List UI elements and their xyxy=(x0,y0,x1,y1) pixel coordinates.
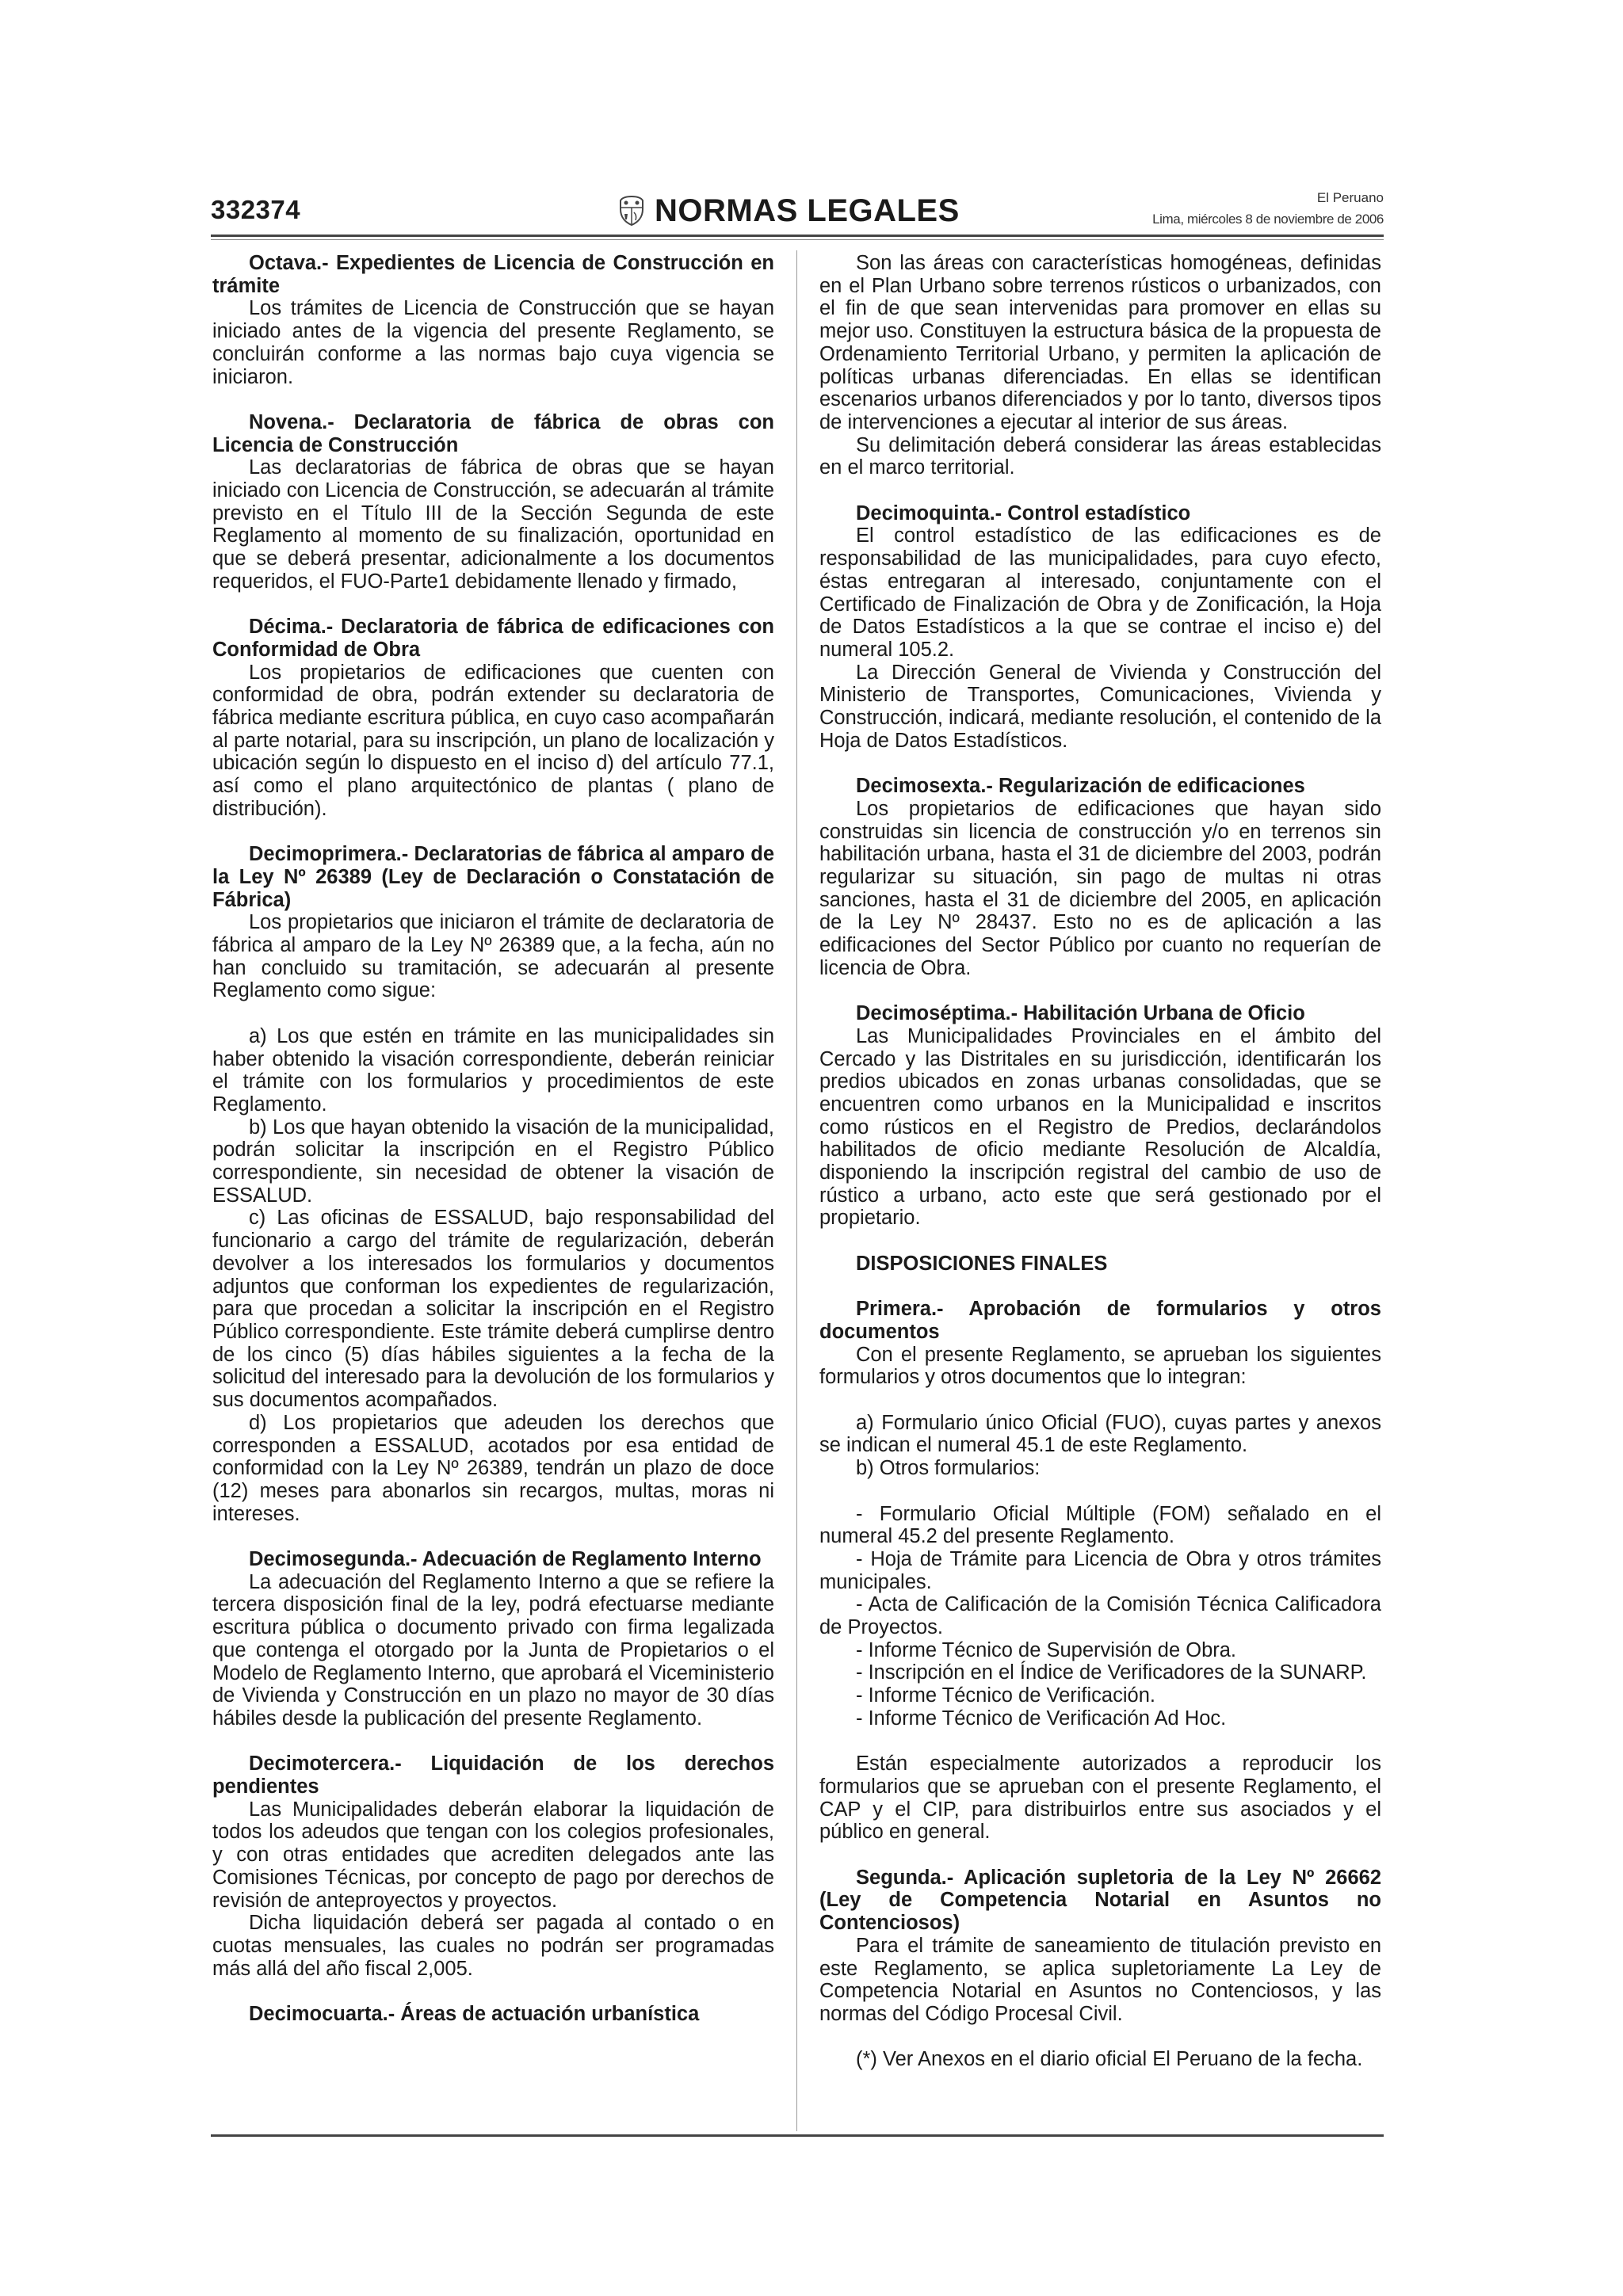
list-item: - Informe Técnico de Verificación. xyxy=(856,1684,1155,1707)
publication-date: Lima, miércoles 8 de noviembre de 2006 xyxy=(1152,212,1384,227)
column-divider xyxy=(796,250,797,2131)
paragraph: Con el presente Reglamento, se aprueban los siguientes formularios y otros documentos que lo integran: xyxy=(819,1343,1381,1389)
list-item: - Inscripción en el Índice de Verificadores de la SUNARP. xyxy=(856,1661,1367,1684)
list-item: - Hoja de Trámite para Licencia de Obra y otros trámites municipales. xyxy=(819,1547,1381,1593)
paragraph: Las Municipalidades deberán elaborar la liquidación de todos los adeudos que tengan con los colegios profesionales, y con otras entidades que acrediten delegados ante las Comisiones Técnicas, por concepto de pago por derechos de revisión de anteproyectos y proyectos. xyxy=(212,1798,774,1912)
header-rule-thin xyxy=(211,239,1384,240)
paragraph: Las declaratorias de fábrica de obras que se hayan iniciado con Licencia de Construcción, se adecuarán al trámite previsto en el Título III de la Sección Segunda de este Reglamento al momento de su finalización, oportunidad en que se deberá presentar, adicionalmente a los documentos requeridos, el FUO-Parte1 debidamente llenado y firmado, xyxy=(212,456,774,593)
section-heading: Decimoséptima.- Habilitación Urbana de Oficio xyxy=(856,1002,1305,1025)
page-number: 332374 xyxy=(211,195,301,224)
publication-name: El Peruano xyxy=(1316,190,1384,205)
right-column xyxy=(819,252,1381,2071)
list-item: - Formulario Oficial Múltiple (FOM) señalado en el numeral 45.2 del presente Reglamento. xyxy=(819,1502,1381,1548)
list-item: c) Las oficinas de ESSALUD, bajo responsabilidad del funcionario a cargo del trámite de regularización, deberán devolver a los interesados los formularios y documentos adjuntos que conforman los expedientes de regularización, para que procedan a solicitar la inscripción en el Registro Público correspondiente. Este trámite deberá cumplirse dentro de los cinco (5) días hábiles siguientes a la fecha de la solicitud del interesado para la devolución de los formularios y sus documentos acompañados. xyxy=(212,1207,774,1412)
list-item: a) Los que estén en trámite en las municipalidades sin haber obtenido la visación correspondiente, deberán reiniciar el trámite con los formularios y procedimientos de este Reglamento. xyxy=(212,1024,774,1116)
footnote: (*) Ver Anexos en el diario oficial El Peruano de la fecha. xyxy=(856,2048,1363,2071)
paragraph: Los trámites de Licencia de Construcción que se hayan iniciado antes de la vigencia del presente Reglamento, se concluirán conforme a las normas bajo cuya vigencia se iniciaron. xyxy=(212,297,774,388)
paragraph: Las Municipalidades Provinciales en el ámbito del Cercado y las Distritales en su jurisdicción, identificarán los predios ubicados en zonas urbanas consolidadas, que se encuentren como urbanos en la Municipalidad e inscritos como rústicos en el Registro de Predios, declarándolos habilitados de oficio mediante Resolución de Alcaldía, disponiendo la inscripción registral del cambio de uso de rústico a urbano, acto este que será gestionado por el propietario. xyxy=(819,1024,1381,1230)
masthead-title: NORMAS LEGALES xyxy=(655,193,960,228)
section-heading: Decimosegunda.- Adecuación de Reglamento Interno xyxy=(249,1548,762,1570)
publication-info xyxy=(1152,187,1384,230)
paragraph: Están especialmente autorizados a reproducir los formularios que se aprueban con el presente Reglamento, el CAP y el CIP, para distribuirlos entre sus asociados y el público en general. xyxy=(819,1753,1381,1844)
section-heading: Decimocuarta.- Áreas de actuación urbanística xyxy=(249,2003,700,2026)
section-heading: Decimotercera.- Liquidación de los derechos pendientes xyxy=(212,1753,774,1798)
paragraph: Son las áreas con características homogéneas, definidas en el Plan Urbano sobre terrenos rústicos o urbanizados, con el fin de que sean intervenidas para promover en ellas su mejor uso. Constituyen la estructura básica de la propuesta de Ordenamiento Territorial Urbano, y permiten la aplicación de políticas urbanas diferenciadas. En ellas se identifican escenarios urbanos diferenciados y por lo tanto, diversos tipos de intervenciones a ejecutar al interior de sus áreas. xyxy=(819,252,1381,433)
list-item: b) Los que hayan obtenido la visación de la municipalidad, podrán solicitar la inscripción en el Registro Público correspondiente, sin necesidad de obtener la visación de ESSALUD. xyxy=(212,1116,774,1207)
page-header xyxy=(211,187,1384,233)
paragraph: Para el trámite de saneamiento de titulación previsto en este Reglamento, se aplica supletoriamente La Ley de Competencia Notarial en Asuntos no Contenciosos, y las normas del Código Procesal Civil. xyxy=(819,1934,1381,2025)
section-heading: Décima.- Declaratoria de fábrica de edificaciones con Conformidad de Obra xyxy=(212,616,774,661)
list-item: - Informe Técnico de Verificación Ad Hoc. xyxy=(856,1707,1227,1730)
left-column xyxy=(212,252,774,2026)
footer-rule xyxy=(211,2134,1384,2137)
paragraph: Su delimitación deberá considerar las áreas establecidas en el marco territorial. xyxy=(819,433,1381,479)
paragraph: Los propietarios de edificaciones que hayan sido construidas sin licencia de construcción y/o en terrenos sin habilitación urbana, hasta el 31 de diciembre del 2003, podrán regularizar su situación, sin pago de multas ni otras sanciones, hasta el 31 de diciembre del 2005, en aplicación de la Ley Nº 28437. Esto no es de aplicación a las edificaciones del Sector Público por cuanto no requerían de licencia de Obra. xyxy=(819,797,1381,979)
list-item: d) Los propietarios que adeuden los derechos que corresponden a ESSALUD, acotados por esa entidad de conformidad con la Ley Nº 26389, tendrán un plazo de doce (12) meses para abonarlos sin recargos, multas, moras ni intereses. xyxy=(212,1411,774,1525)
section-heading: Primera.- Aprobación de formularios y otros documentos xyxy=(819,1298,1381,1343)
paragraph: La adecuación del Reglamento Interno a que se refiere la tercera disposición final de la ley, podrá efectuarse mediante escritura pública o documento privado con firma legalizada que contenga el otorgado por la Junta de Propietarios o el Modelo de Reglamento Interno, que aprobará el Viceministerio de Vivienda y Construcción en un plazo no mayor de 30 días hábiles desde la publicación del presente Reglamento. xyxy=(212,1570,774,1730)
list-item: a) Formulario único Oficial (FUO), cuyas partes y anexos se indican el numeral 45.1 de este Reglamento. xyxy=(819,1411,1381,1457)
list-item: b) Otros formularios: xyxy=(856,1457,1041,1480)
section-heading: Decimoquinta.- Control estadístico xyxy=(856,502,1191,524)
paragraph: Los propietarios que iniciaron el trámite de declaratoria de fábrica al amparo de la Ley Nº 26389 que, a la fecha, aún no han concluido su tramitación, se adecuarán al presente Reglamento como sigue: xyxy=(212,911,774,1002)
list-item: - Acta de Calificación de la Comisión Técnica Calificadora de Proyectos. xyxy=(819,1593,1381,1639)
section-heading: Novena.- Declaratoria de fábrica de obras con Licencia de Construcción xyxy=(212,410,774,456)
masthead xyxy=(617,192,1029,231)
section-heading: Decimosexta.- Regularización de edificaciones xyxy=(856,775,1305,798)
header-rule xyxy=(211,235,1384,237)
chapter-heading: DISPOSICIONES FINALES xyxy=(856,1252,1108,1275)
list-item: - Informe Técnico de Supervisión de Obra. xyxy=(856,1638,1237,1661)
coat-of-arms-icon xyxy=(617,195,647,227)
paragraph: El control estadístico de las edificaciones es de responsabilidad de las municipalidades, para cuyo efecto, éstas entregaran al interesado, conjuntamente con el Certificado de Finalización de Obra y de Zonificación, la Hoja de Datos Estadísticos a la que se contrae el inciso e) del numeral 105.2. xyxy=(819,524,1381,661)
section-heading: Octava.- Expedientes de Licencia de Construcción en trámite xyxy=(212,252,774,297)
section-heading: Decimoprimera.- Declaratorias de fábrica al amparo de la Ley Nº 26389 (Ley de Declaración o Constatación de Fábrica) xyxy=(212,843,774,911)
section-heading: Segunda.- Aplicación supletoria de la Ley Nº 26662 (Ley de Competencia Notarial en Asuntos no Contenciosos) xyxy=(819,1866,1381,1935)
paragraph: Dicha liquidación deberá ser pagada al contado o en cuotas mensuales, las cuales no podrán ser programadas más allá del año fiscal 2,005. xyxy=(212,1912,774,1980)
paragraph: La Dirección General de Vivienda y Construcción del Ministerio de Transportes, Comunicaciones, Vivienda y Construcción, indicará, mediante resolución, el contenido de la Hoja de Datos Estadísticos. xyxy=(819,661,1381,752)
paragraph: Los propietarios de edificaciones que cuenten con conformidad de obra, podrán extender su declaratoria de fábrica mediante escritura pública, en cuyo caso acompañarán al parte notarial, para su inscripción, un plano de localización y ubicación según lo dispuesto en el inciso d) del artículo 77.1, así como el plano arquitectónico de plantas ( plano de distribución). xyxy=(212,661,774,820)
